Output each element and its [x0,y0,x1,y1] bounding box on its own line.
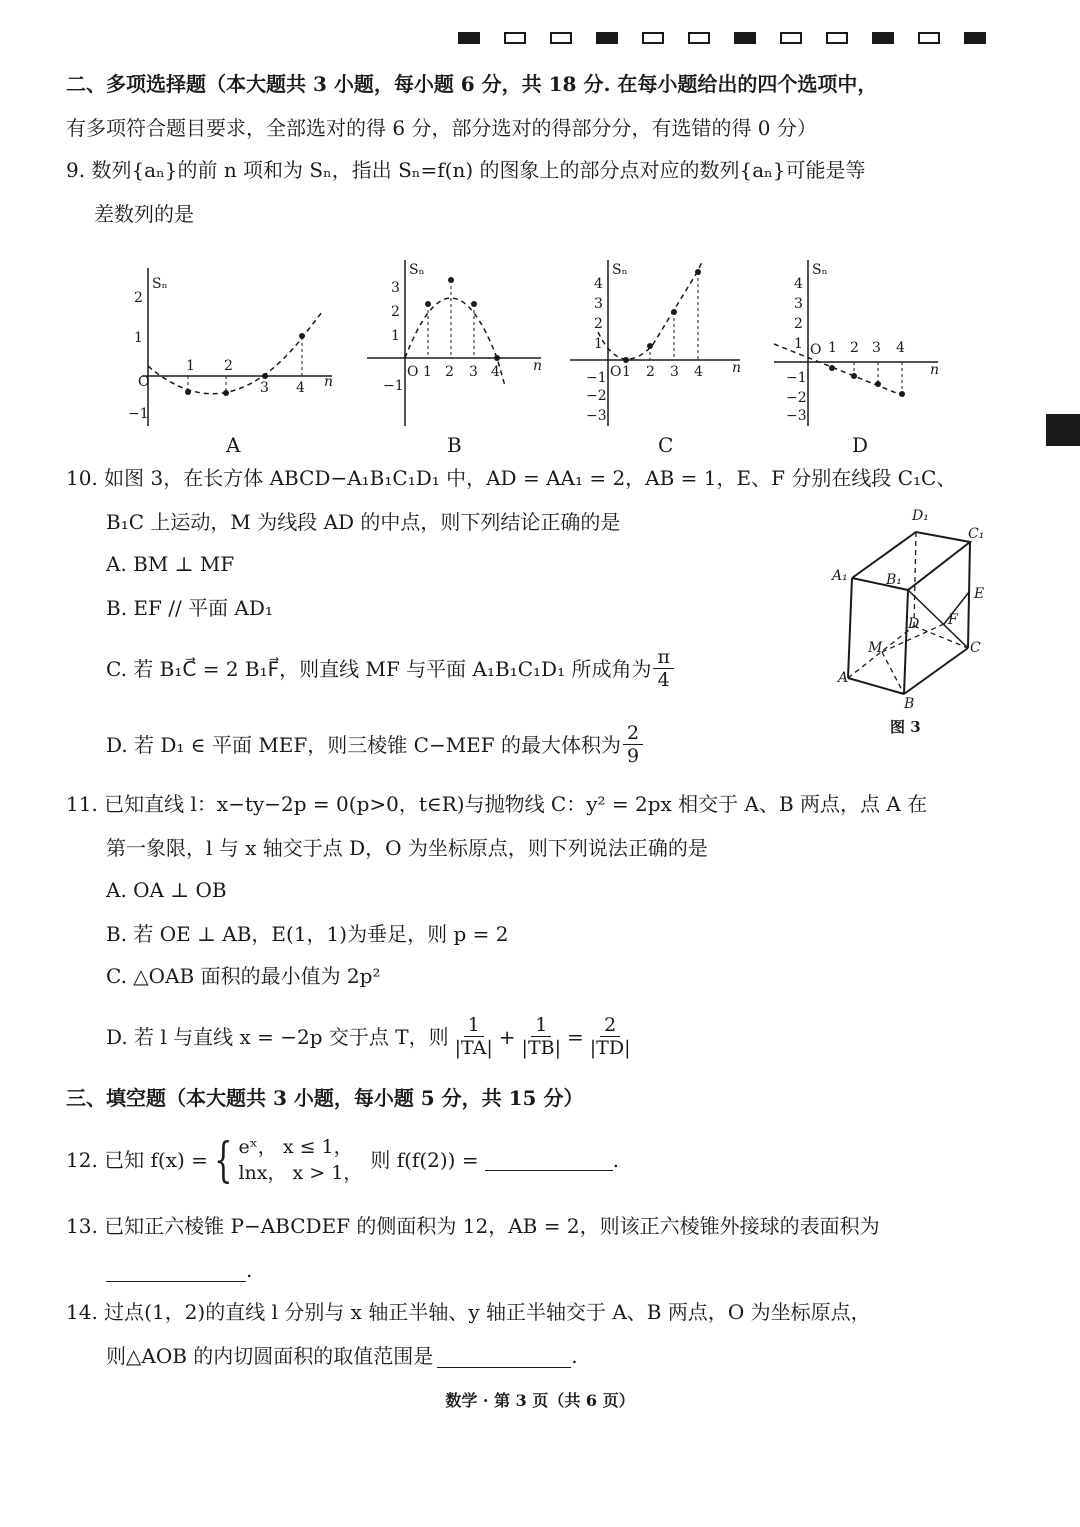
q10-option-c-text: C. 若 B₁C⃗ = 2 B₁F⃗，则直线 MF 与平面 A₁B₁C₁D₁ 所成角为 [106,656,652,681]
q10-option-c-fraction [653,646,674,691]
svg-text:4: 4 [794,276,803,292]
svg-text:2: 2 [594,316,603,332]
svg-text:C: C [970,640,981,656]
svg-text:−1: −1 [786,370,807,386]
q12-period: . [612,1148,619,1172]
mark-filled [596,32,618,44]
svg-text:O: O [610,364,622,380]
frac-den: 9 [627,745,640,767]
q14-period: . [571,1344,578,1368]
q12-piecewise [208,1134,362,1186]
svg-text:A₁: A₁ [832,568,848,584]
q11-option-a: A. OA ⊥ OB [106,878,227,902]
mark-filled [964,32,986,44]
q11-d-frac-3 [586,1014,635,1059]
svg-text:4: 4 [296,380,305,396]
svg-text:1: 1 [423,364,432,380]
svg-text:O: O [138,374,150,390]
svg-text:1: 1 [828,340,837,356]
frac-num: 1 [531,1014,551,1037]
q11-stem: 11. 已知直线 l：x−ty−2p = 0(p>0，t∈R)与抛物线 C：y² = 2px 相交于 A、B 两点，点 A 在 [66,792,928,816]
figure-3-cuboid [828,500,998,740]
graph-d-axis-y: Sₙ [812,262,828,278]
q14-stem: 14. 过点(1，2)的直线 l 分别与 x 轴正半轴、y 轴正半轴交于 A、B 两点，O 为坐标原点， [66,1300,871,1324]
q12 [66,1128,619,1192]
q9-graphs [110,258,960,458]
mark-open [918,32,940,44]
svg-text:3: 3 [260,380,269,396]
frac-den: 4 [657,669,670,691]
graph-a-axis-x: n [324,374,334,390]
graph-a-axis-y: Sₙ [152,276,168,292]
mark-open [642,32,664,44]
q12-answer-blank[interactable] [485,1150,613,1171]
svg-text:−2: −2 [586,388,607,404]
graph-d [774,260,939,457]
left-brace: { [214,1132,233,1188]
frac-num: π [653,646,674,669]
graph-c-axis-y: Sₙ [612,262,628,278]
svg-text:2: 2 [224,358,233,374]
svg-text:3: 3 [594,296,603,312]
q14-stem-cont [106,1344,578,1368]
section2-heading: 二、多项选择题（本大题共 3 小题，每小题 6 分，共 18 分. 在每小题给出的四个选项中， [66,72,878,96]
svg-text:A: A [838,670,849,686]
svg-text:1: 1 [594,336,603,352]
svg-text:1: 1 [134,330,143,346]
graph-c [570,260,741,457]
svg-text:F: F [948,612,958,628]
svg-text:1: 1 [186,358,195,374]
graph-b-label: B [447,433,462,457]
svg-text:2: 2 [445,364,454,380]
q11-option-d-text: D. 若 l 与直线 x = −2p 交于点 T，则 [106,1024,449,1049]
svg-text:4: 4 [594,276,603,292]
svg-text:2: 2 [134,290,143,306]
graph-b-axis-x: n [533,358,543,374]
q14-text: 则△AOB 的内切圆面积的取值范围是 [106,1344,434,1368]
svg-text:4: 4 [694,364,703,380]
q11-stem-cont: 第一象限，l 与 x 轴交于点 D，O 为坐标原点，则下列说法正确的是 [106,836,708,860]
q10-option-d [106,722,645,767]
side-tab-mark [1046,414,1080,446]
graph-b [367,260,542,457]
svg-text:3: 3 [872,340,881,356]
frac-den: |TB| [521,1037,561,1059]
q14-answer-blank[interactable] [437,1345,571,1368]
svg-text:−1: −1 [383,378,404,394]
svg-text:−2: −2 [786,390,807,406]
mark-filled [458,32,480,44]
q12-case-1: eˣ， x ≤ 1， [238,1136,353,1158]
plus-sign: + [498,1024,516,1049]
registration-marks [458,32,1010,44]
svg-text:4: 4 [896,340,905,356]
q10-option-b: B. EF // 平面 AD₁ [106,596,273,620]
q10-option-c [106,646,676,691]
svg-text:4: 4 [491,364,500,380]
svg-text:2: 2 [794,316,803,332]
page-footer: 数学 · 第 3 页（共 6 页） [445,1391,635,1410]
q13-answer-line [106,1258,252,1282]
svg-text:−3: −3 [786,408,807,424]
q13-stem: 13. 已知正六棱锥 P−ABCDEF 的侧面积为 12，AB = 2，则该正六棱锥外接球的表面积为 [66,1214,880,1238]
graph-d-label: D [852,433,869,457]
mark-filled [734,32,756,44]
mark-open [504,32,526,44]
svg-text:1: 1 [391,328,400,344]
q13-period: . [246,1258,253,1282]
q10-option-a: A. BM ⊥ MF [106,552,235,576]
svg-text:2: 2 [391,304,400,320]
frac-num: 2 [623,722,643,745]
q11-d-frac-2 [518,1014,565,1059]
svg-text:2: 2 [850,340,859,356]
svg-text:M: M [868,640,883,656]
figure-3-caption: 图 3 [890,718,921,736]
graph-c-label: C [658,433,674,457]
frac-num: 2 [600,1014,620,1037]
q12-text-post: 则 f(f(2)) = [370,1148,479,1172]
svg-text:O: O [810,342,822,358]
svg-text:D₁: D₁ [912,508,929,524]
svg-text:B₁: B₁ [886,572,902,588]
svg-text:−1: −1 [586,370,607,386]
svg-text:1: 1 [622,364,631,380]
section2-heading-cont: 有多项符合题目要求，全部选对的得 6 分，部分选对的得部分分，有选错的得 0 分） [66,116,817,140]
svg-text:3: 3 [670,364,679,380]
q12-case-2: lnx， x > 1， [238,1162,363,1184]
graph-a [128,268,333,457]
graph-d-axis-x: n [930,362,940,378]
svg-text:C₁: C₁ [968,526,985,542]
svg-text:2: 2 [646,364,655,380]
q9-stem: 9. 数列{aₙ}的前 n 项和为 Sₙ，指出 Sₙ=f(n) 的图象上的部分点对应的数列{aₙ}可能是等 [66,158,866,182]
mark-open [780,32,802,44]
equals-sign: = [567,1024,584,1049]
graph-b-axis-y: Sₙ [409,262,425,278]
mark-open [826,32,848,44]
frac-den: |TD| [589,1037,631,1059]
frac-num: 1 [464,1014,484,1037]
graph-a-label: A [226,433,241,457]
q10-stem-cont: B₁C 上运动，M 为线段 AD 的中点，则下列结论正确的是 [106,510,621,534]
svg-text:−3: −3 [586,408,607,424]
svg-text:−1: −1 [128,406,149,422]
q11-option-d [106,1014,636,1059]
mark-filled [872,32,894,44]
q10-option-d-fraction [623,722,643,767]
svg-text:E: E [974,586,985,602]
svg-text:B: B [904,696,915,712]
q12-text: 12. 已知 f(x) = [66,1148,208,1172]
svg-text:O: O [407,364,419,380]
q10-option-d-text: D. 若 D₁ ∈ 平面 MEF，则三棱锥 C−MEF 的最大体积为 [106,732,622,757]
q13-answer-blank[interactable] [106,1259,246,1282]
mark-open [688,32,710,44]
svg-text:1: 1 [794,336,803,352]
graph-c-axis-x: n [732,360,742,376]
svg-text:3: 3 [469,364,478,380]
q11-d-frac-1 [451,1014,497,1059]
section3-heading: 三、填空题（本大题共 3 小题，每小题 5 分，共 15 分） [66,1086,584,1110]
q9-stem-cont: 差数列的是 [94,202,194,226]
frac-den: |TA| [454,1037,493,1059]
q11-option-c: C. △OAB 面积的最小值为 2p² [106,964,381,988]
mark-open [550,32,572,44]
svg-text:D: D [908,616,920,632]
q11-option-b: B. 若 OE ⊥ AB，E(1，1)为垂足，则 p = 2 [106,922,509,946]
svg-text:3: 3 [391,280,400,296]
svg-text:3: 3 [794,296,803,312]
q10-stem: 10. 如图 3，在长方体 ABCD−A₁B₁C₁D₁ 中，AD = AA₁ = 2，AB = 1，E、F 分别在线段 C₁C、 [66,466,957,490]
